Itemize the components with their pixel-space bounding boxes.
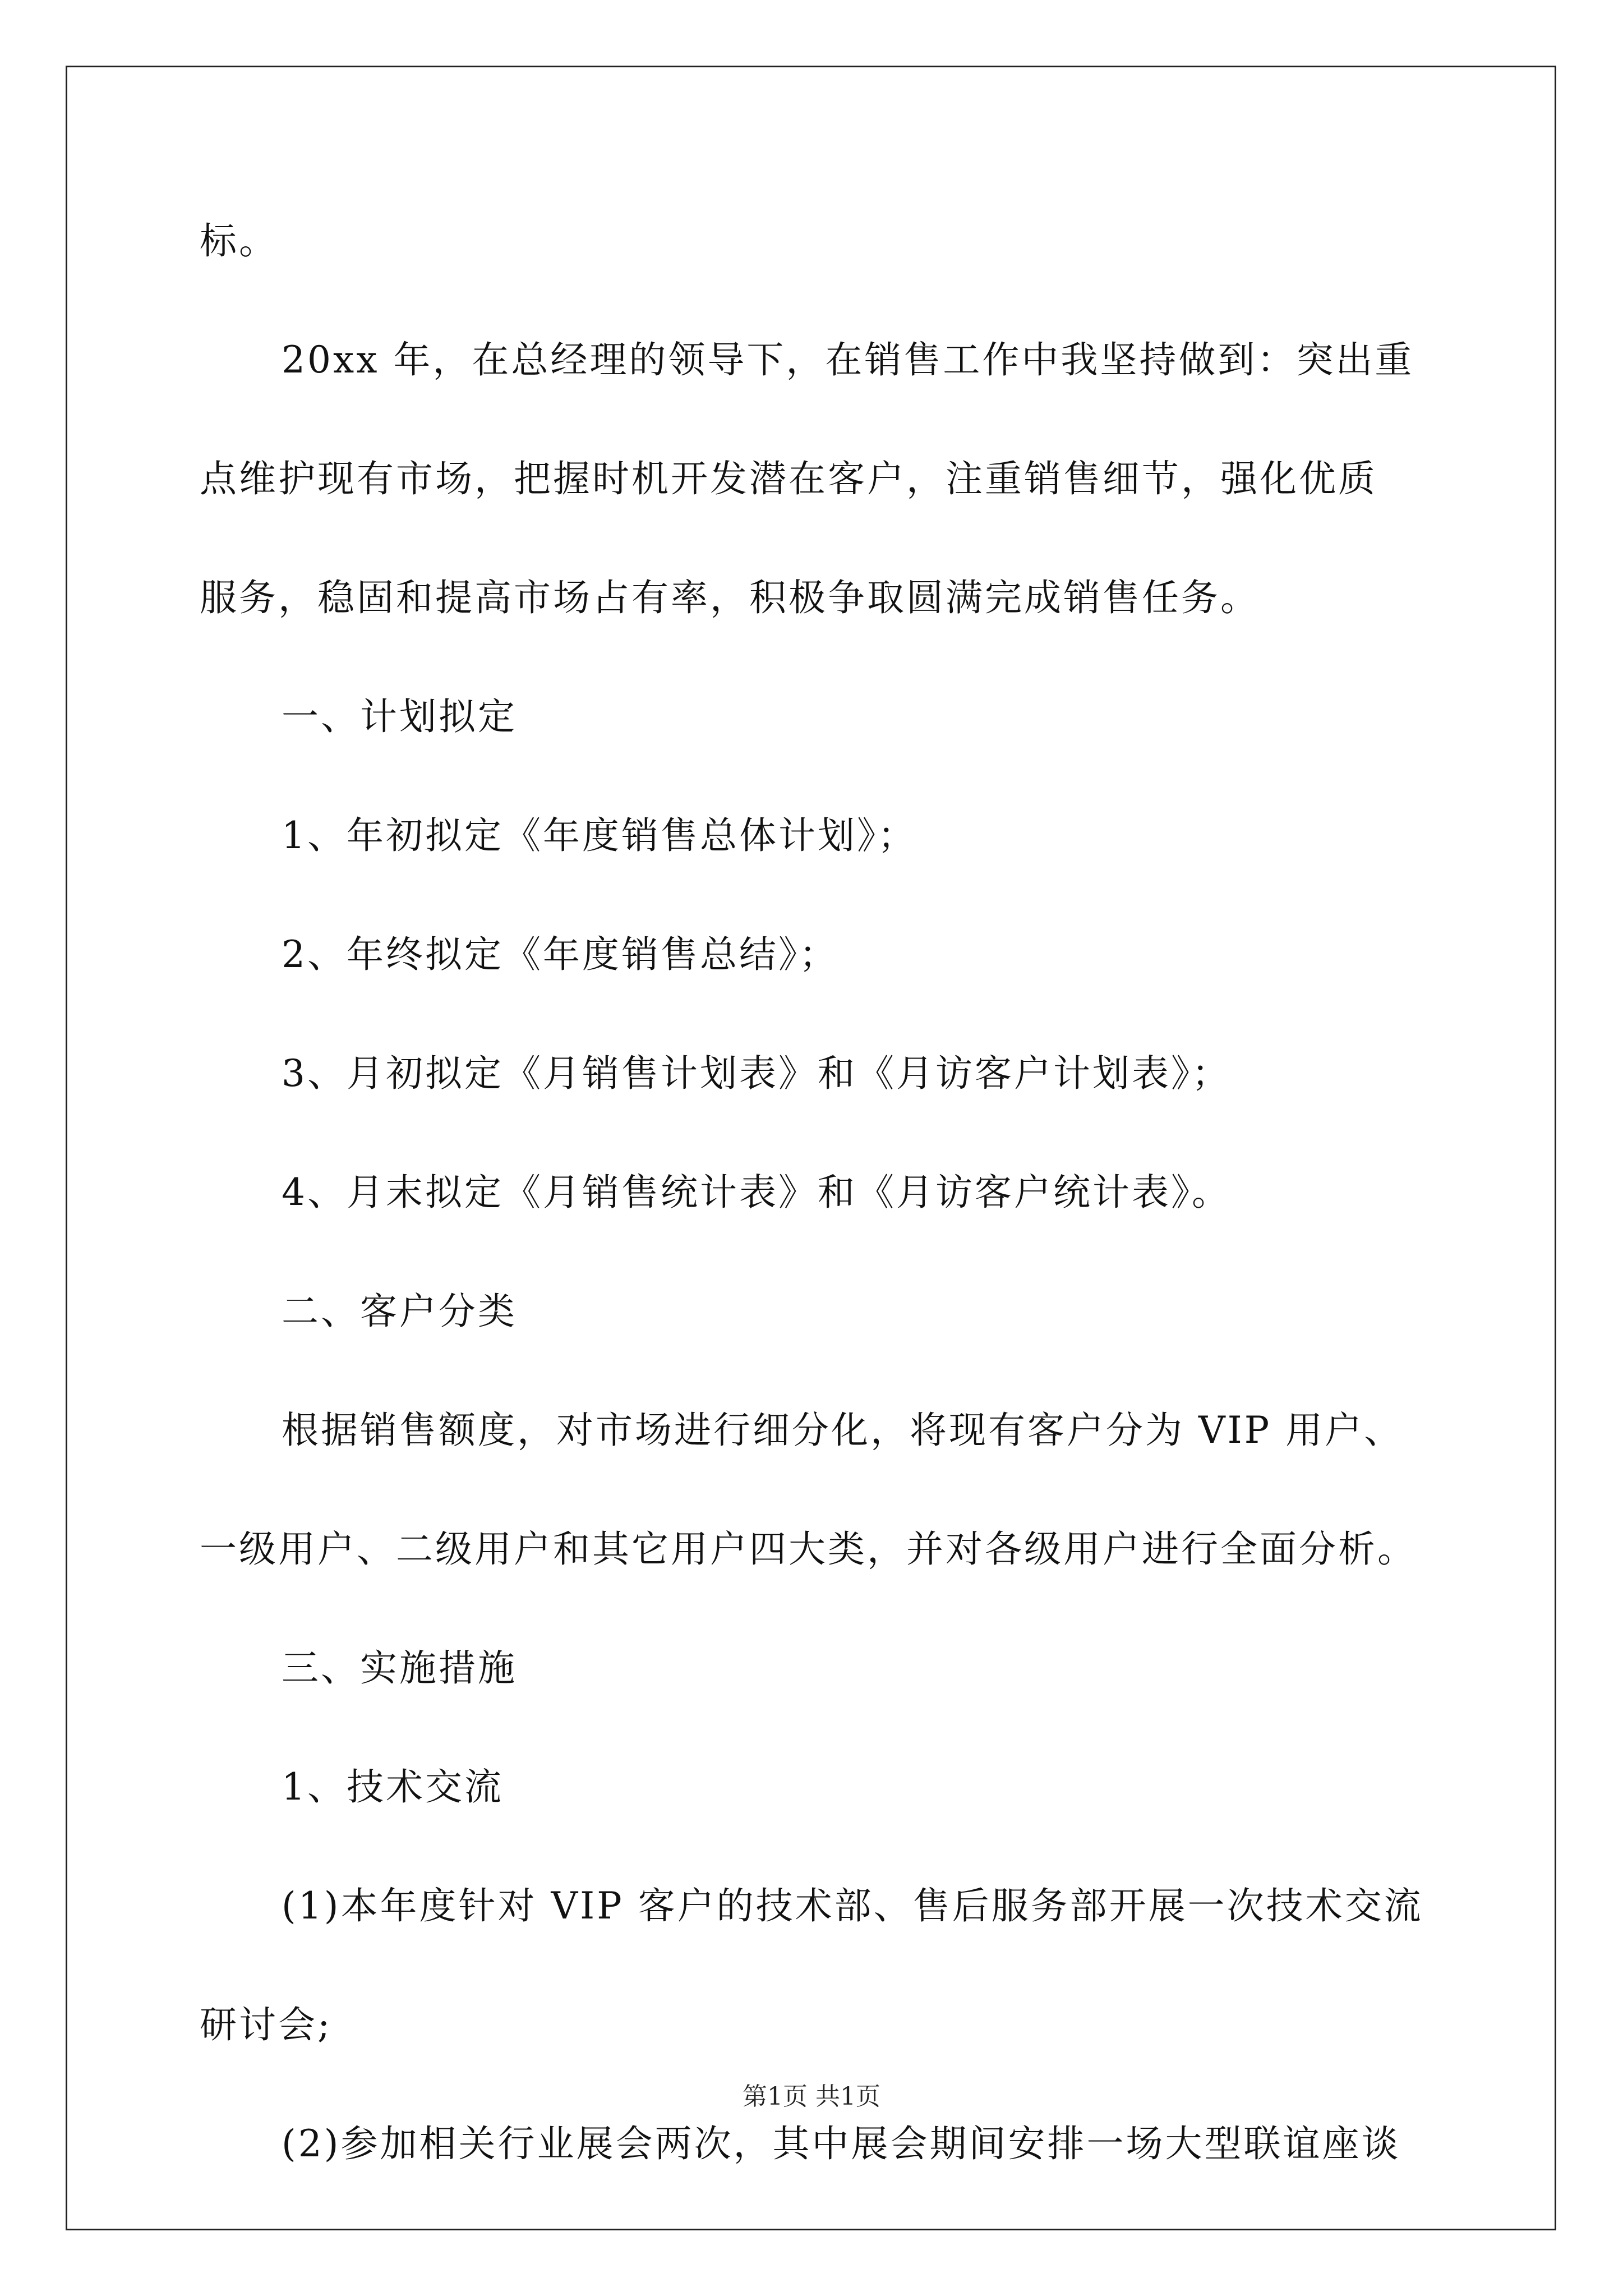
- section-heading: 一、计划拟定: [282, 695, 517, 738]
- text-line: 点维护现有市场，把握时机开发潜在客户，注重销售细节，强化优质: [200, 457, 1377, 500]
- text-line: 根据销售额度，对市场进行细分化，将现有客户分为 VIP 用户、: [282, 1409, 1404, 1452]
- text-line: 20xx 年，在总经理的领导下，在销售工作中我坚持做到：突出重: [282, 338, 1414, 381]
- text-line: 服务，稳固和提高市场占有率，积极争取圆满完成销售任务。: [200, 576, 1260, 619]
- list-item: 3、月初拟定《月销售计划表》和《月访客户计划表》；: [282, 1052, 1231, 1095]
- text-line: 标。: [200, 219, 278, 263]
- text-line: (2)参加相关行业展会两次，其中展会期间安排一场大型联谊座谈: [282, 2122, 1401, 2165]
- list-item: 4、月末拟定《月销售统计表》和《月访客户统计表》。: [282, 1171, 1231, 1214]
- section-heading: 二、客户分类: [282, 1290, 517, 1333]
- text-line: 研讨会;: [200, 2003, 333, 2046]
- text-line: 一级用户、二级用户和其它用户四大类，并对各级用户进行全面分析。: [200, 1527, 1417, 1571]
- text-line: (1)本年度针对 VIP 客户的技术部、售后服务部开展一次技术交流: [282, 1884, 1423, 1927]
- page-footer: 第1页 共1页: [743, 2082, 880, 2111]
- section-heading: 三、实施措施: [282, 1646, 517, 1690]
- list-item: 1、年初拟定《年度销售总体计划》；: [282, 814, 917, 857]
- subsection-heading: 1、技术交流: [282, 1765, 504, 1809]
- list-item: 2、年终拟定《年度销售总结》；: [282, 933, 838, 976]
